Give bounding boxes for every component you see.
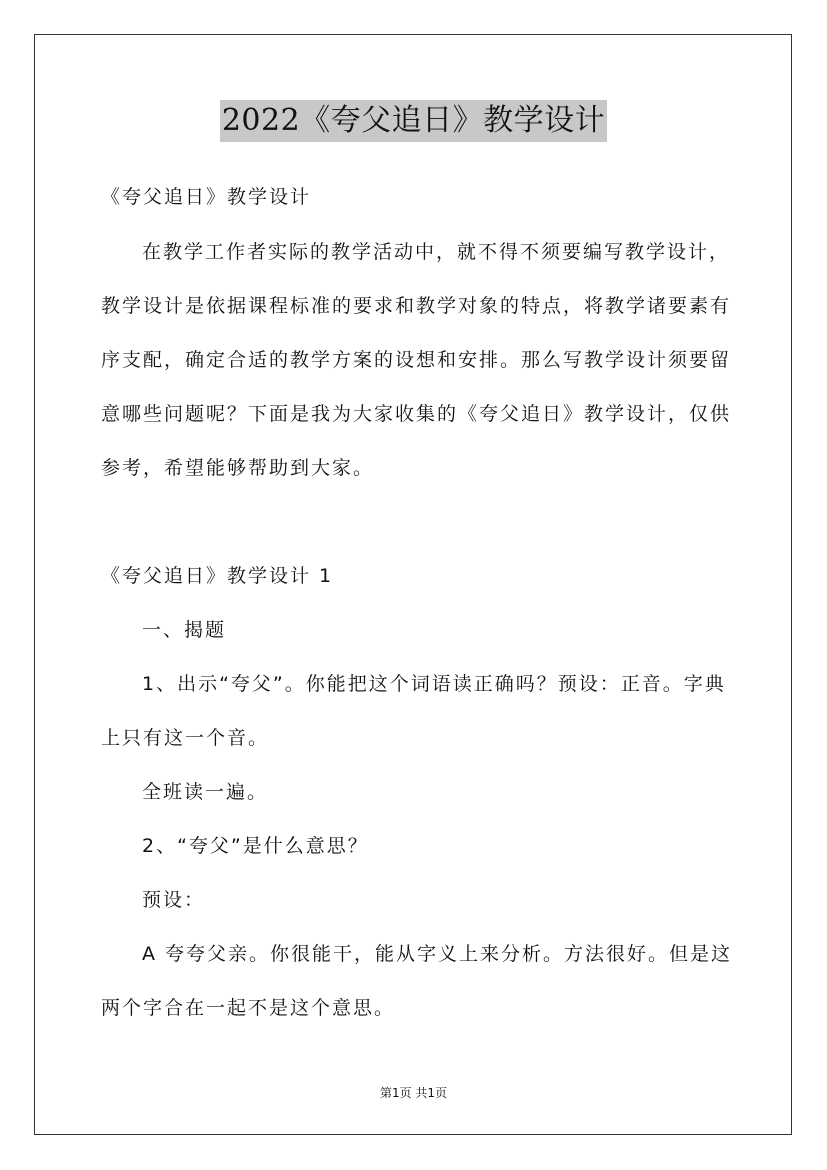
section-line-1: 一、揭题	[142, 619, 227, 641]
intro-line-4: 意哪些问题呢？下面是我为大家收集的《夸父追日》教学设计，仅供	[101, 403, 732, 425]
section-line-5: 2、“夸父”是什么意思？	[142, 835, 369, 857]
section-line-2: 1、出示“夸父”。你能把这个词语读正确吗？预设：正音。字典	[142, 673, 726, 695]
section-line-7: A 夸夸父亲。你很能干，能从字义上来分析。方法很好。但是这	[142, 943, 733, 965]
document-title: 2022《夸父追日》教学设计	[220, 100, 607, 142]
intro-line-1: 在教学工作者实际的教学活动中，就不得不须要编写教学设计，	[142, 241, 731, 263]
intro-line-3: 序支配，确定合适的教学方案的设想和安排。那么写教学设计须要留	[101, 349, 732, 371]
section-line-3: 上只有这一个音。	[101, 727, 270, 749]
section-line-6: 预设：	[142, 889, 206, 911]
section-title: 《夸父追日》教学设计 1	[101, 565, 334, 587]
subtitle: 《夸父追日》教学设计	[101, 186, 312, 208]
intro-line-5: 参考，希望能够帮助到大家。	[101, 457, 375, 479]
section-line-4: 全班读一遍。	[142, 781, 269, 803]
page-footer: 第1页 共1页	[379, 1086, 448, 1100]
section-line-8: 两个字合在一起不是这个意思。	[101, 997, 396, 1019]
intro-line-2: 教学设计是依据课程标准的要求和教学对象的特点，将教学诸要素有	[101, 295, 732, 317]
